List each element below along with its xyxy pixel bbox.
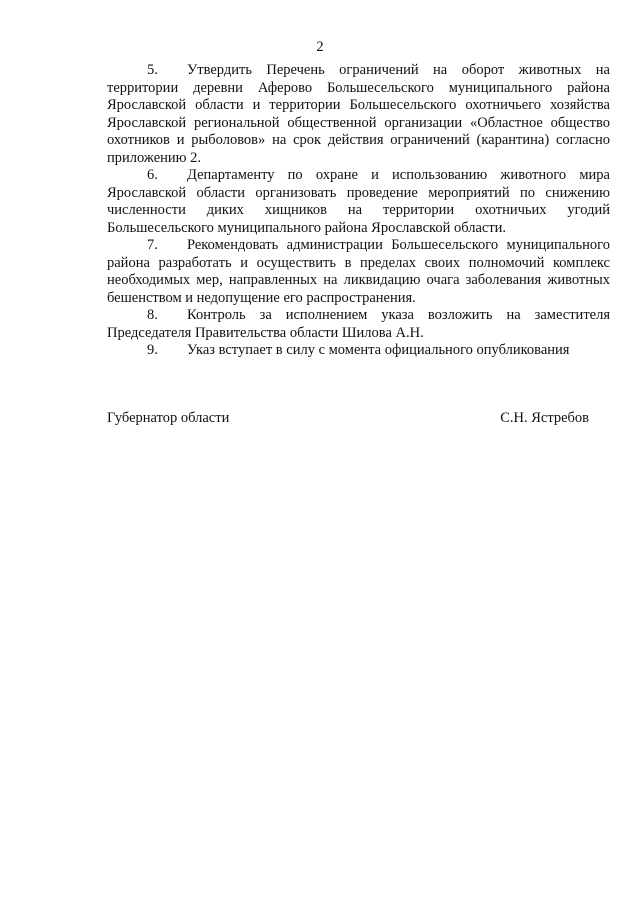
paragraph-number: 7. — [147, 237, 158, 253]
page-number: 2 — [316, 39, 324, 55]
paragraph-number: 6. — [147, 167, 158, 183]
paragraph-8 — [107, 307, 610, 342]
paragraph-number: 8. — [147, 307, 158, 323]
paragraph-text: Контроль за исполнением указа возложить на заместителя Председателя Правительства области Шилова А.Н. — [107, 307, 610, 341]
paragraph-text: Указ вступает в силу с момента официального опубликования — [187, 342, 570, 358]
document-body — [107, 62, 610, 360]
paragraph-9 — [107, 342, 610, 360]
paragraph-7 — [107, 237, 610, 307]
paragraph-text: Утвердить Перечень ограничений на оборот животных на территории деревни Аферово Большесельского муниципального района Ярославской области и территории Большесельского охотничьего хозяйства Ярославской региональной общественной организации «Областное общество охотников и рыболовов» на срок действия ограничений (карантина) согласно приложению 2. — [107, 62, 610, 166]
paragraph-5 — [107, 62, 610, 167]
signature-block — [107, 409, 589, 427]
paragraph-text: Департаменту по охране и использованию животного мира Ярославской области организовать проведение мероприятий по снижению численности диких хищников на территории охотничьих угодий Большесельского муниципального района Ярославской области. — [107, 167, 610, 236]
paragraph-text: Рекомендовать администрации Большесельского муниципального района разработать и осуществить в пределах своих полномочий комплекс необходимых мер, направленных на ликвидацию очага заболевания животных бешенством и недопущение его распространения. — [107, 237, 610, 306]
paragraph-number: 9. — [147, 342, 158, 358]
paragraph-number: 5. — [147, 62, 158, 78]
paragraph-6 — [107, 167, 610, 237]
signatory-position: Губернатор области — [107, 410, 230, 426]
signatory-name: С.Н. Ястребов — [500, 410, 589, 426]
